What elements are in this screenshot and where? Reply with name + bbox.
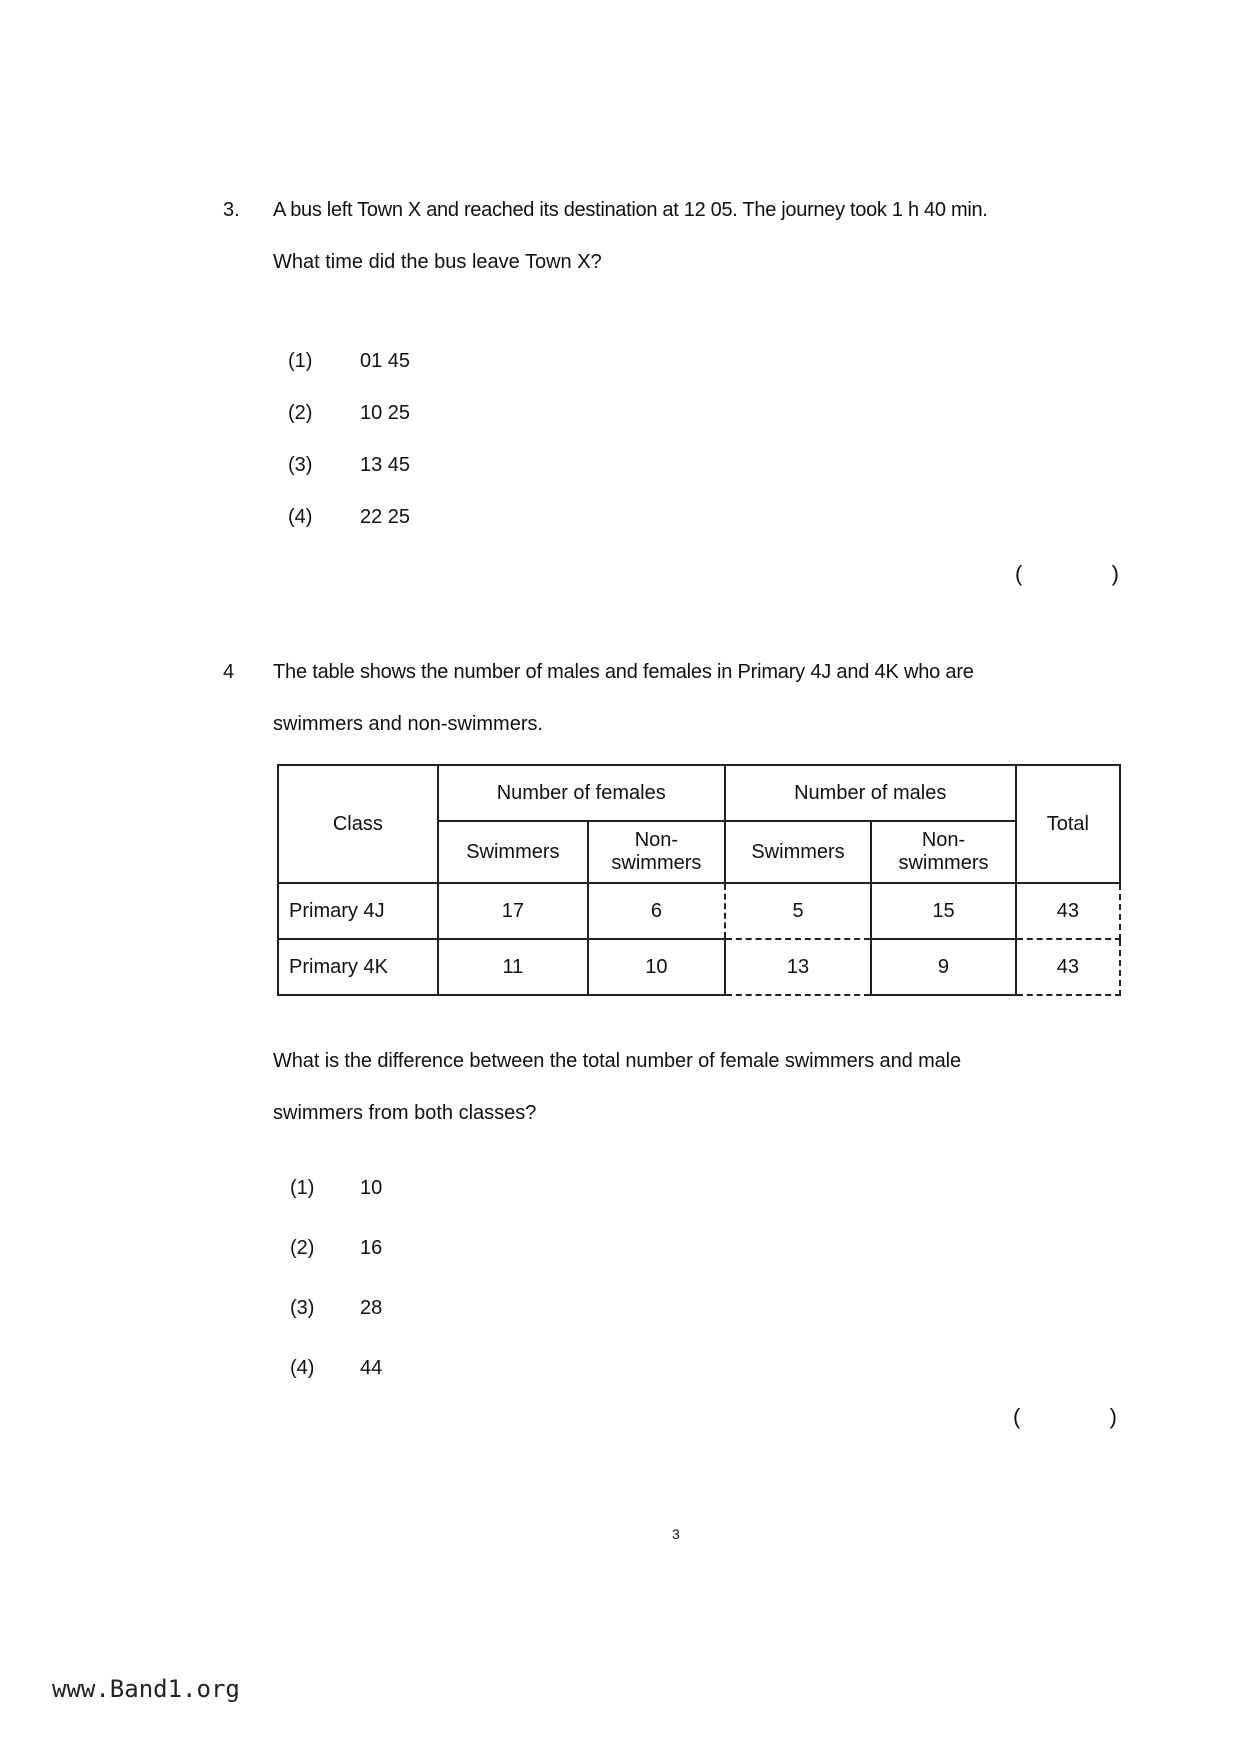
- cell-male-swimmers: 13: [725, 939, 872, 995]
- cell-female-swimmers: 17: [438, 883, 588, 939]
- question-4-intro-line-2: swimmers and non-swimmers.: [273, 713, 544, 735]
- cell-male-swimmers: 5: [725, 883, 872, 939]
- cell-female-non-swimmers: 6: [588, 883, 725, 939]
- question-3-number: 3.: [223, 199, 240, 221]
- question-3-answer-box[interactable]: [1015, 561, 1119, 587]
- cell-total: 43: [1016, 939, 1120, 995]
- header-non-line-1: Non-: [921, 829, 966, 851]
- option-value: 44: [360, 1357, 383, 1379]
- table-row: [278, 883, 1120, 939]
- option-label: (1): [290, 1177, 315, 1199]
- option-value: 01 45: [360, 350, 411, 372]
- question-3-option-4[interactable]: [288, 506, 410, 529]
- swimmers-table: [277, 764, 1121, 996]
- option-label: (4): [288, 506, 313, 528]
- table-row: [278, 939, 1120, 995]
- cell-total: 43: [1016, 883, 1120, 939]
- page-number: 3: [672, 1526, 680, 1542]
- option-value: 22 25: [360, 506, 411, 528]
- header-male-swimmers: Swimmers: [725, 821, 872, 883]
- question-4-option-2[interactable]: [290, 1237, 382, 1260]
- question-4-option-1[interactable]: [290, 1177, 382, 1200]
- option-value: 10: [360, 1177, 383, 1199]
- cell-female-swimmers: 11: [438, 939, 588, 995]
- question-3-option-1[interactable]: [288, 350, 410, 373]
- header-females: Number of females: [438, 765, 725, 821]
- option-label: (4): [290, 1357, 315, 1379]
- answer-open-bracket: (: [1013, 1404, 1021, 1429]
- row-class: Primary 4K: [278, 939, 438, 995]
- question-4-answer-box[interactable]: [1013, 1404, 1117, 1430]
- cell-female-non-swimmers: 10: [588, 939, 725, 995]
- cell-male-non-swimmers: 15: [871, 883, 1015, 939]
- option-value: 16: [360, 1237, 383, 1259]
- header-non-line-2: swimmers: [898, 852, 989, 874]
- header-total: Total: [1016, 765, 1120, 883]
- question-4-option-4[interactable]: [290, 1357, 382, 1380]
- question-4-option-3[interactable]: [290, 1297, 382, 1320]
- header-non-line-1: Non-: [634, 829, 679, 851]
- question-3-text-line-1: A bus left Town X and reached its destination at 12 05. The journey took 1 h 40 min.: [273, 199, 988, 221]
- answer-close-bracket: ): [1109, 1404, 1117, 1429]
- answer-close-bracket: ): [1111, 561, 1119, 586]
- answer-open-bracket: (: [1015, 561, 1023, 586]
- option-value: 28: [360, 1297, 383, 1319]
- option-value: 13 45: [360, 454, 411, 476]
- question-4-intro-line-1: The table shows the number of males and females in Primary 4J and 4K who are: [273, 661, 974, 683]
- footer-watermark: www.Band1.org: [52, 1675, 240, 1703]
- header-female-non-swimmers: [588, 821, 725, 883]
- question-3-option-3[interactable]: [288, 454, 410, 477]
- option-label: (2): [290, 1237, 315, 1259]
- cell-male-non-swimmers: 9: [871, 939, 1015, 995]
- header-female-swimmers: Swimmers: [438, 821, 588, 883]
- question-3-text-line-2: What time did the bus leave Town X?: [273, 251, 602, 273]
- header-class: Class: [278, 765, 438, 883]
- header-males: Number of males: [725, 765, 1016, 821]
- header-non-line-2: swimmers: [611, 852, 702, 874]
- question-4-text-line-1: What is the difference between the total number of female swimmers and male: [273, 1050, 962, 1072]
- option-label: (2): [288, 402, 313, 424]
- option-label: (3): [290, 1297, 315, 1319]
- header-male-non-swimmers: [871, 821, 1015, 883]
- option-value: 10 25: [360, 402, 411, 424]
- question-4-number: 4: [223, 661, 235, 683]
- question-4-text-line-2: swimmers from both classes?: [273, 1102, 537, 1124]
- option-label: (3): [288, 454, 313, 476]
- question-3-option-2[interactable]: [288, 402, 410, 425]
- option-label: (1): [288, 350, 313, 372]
- row-class: Primary 4J: [278, 883, 438, 939]
